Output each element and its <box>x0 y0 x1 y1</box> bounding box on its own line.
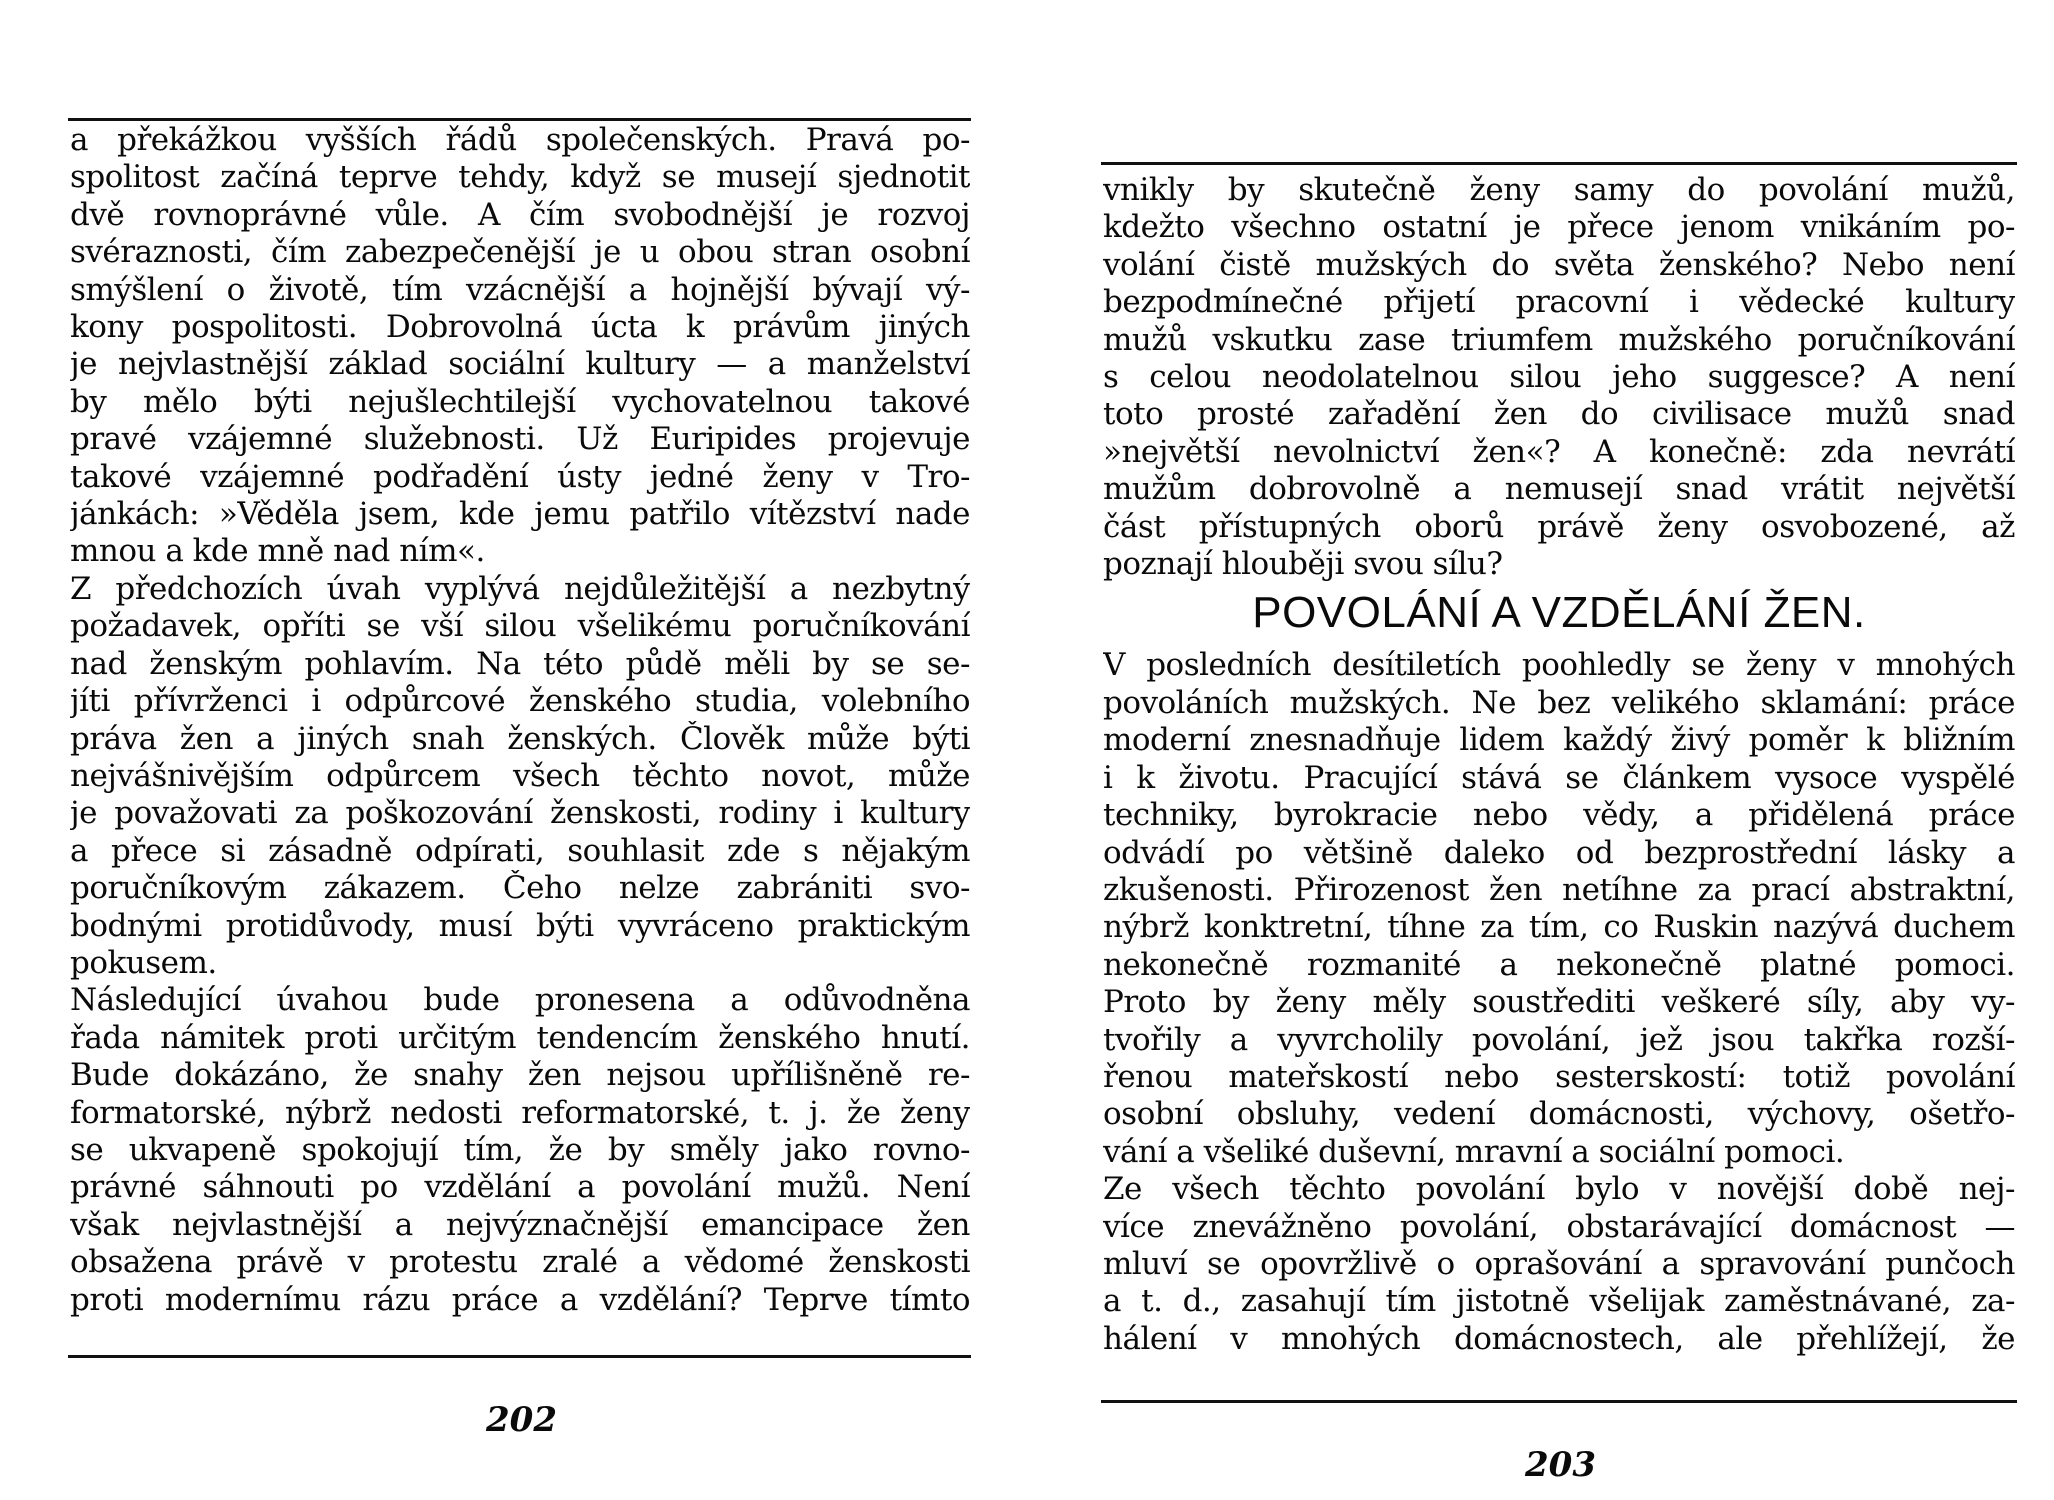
text-line: požadavek, opříti se vší silou všelikému poručníkování <box>70 608 970 645</box>
text-line: zkušenosti. Přirozenost žen netíhne za prací abstraktní, <box>1103 871 2015 908</box>
text-line: s celou neodolatelnou silou jeho suggesce? A není <box>1103 359 2015 396</box>
text-line: volání čistě mužských do světa ženského? Nebo není <box>1103 246 2015 283</box>
page-number: 202 <box>486 1400 557 1440</box>
right-text-block <box>1103 172 2015 1358</box>
text-line: pravé vzájemné služebnosti. Už Euripides projevuje <box>70 421 970 458</box>
text-line: toto prosté zařadění žen do civilisace mužů snad <box>1103 396 2015 433</box>
text-line: Následující úvahou bude pronesena a odůvodněna <box>70 982 970 1019</box>
text-line: vnikly by skutečně ženy samy do povolání mužů, <box>1103 172 2015 208</box>
text-line: řenou mateřskostí nebo sesterskostí: totiž povolání <box>1103 1058 2015 1095</box>
text-line: obsažena právě v protestu zralé a vědomé ženskosti <box>70 1244 970 1281</box>
text-line: povoláních mužských. Ne bez velikého sklamání: práce <box>1103 684 2015 721</box>
text-line: bezpodmínečné přijetí pracovní i vědecké kultury <box>1103 284 2015 321</box>
text-line: hálení v mnohých domácnostech, ale přehlížejí, že <box>1103 1320 2015 1357</box>
text-line: Z předchozích úvah vyplývá nejdůležitější a nezbytný <box>70 570 970 607</box>
top-rule <box>68 118 971 121</box>
text-line: moderní znesnadňuje lidem každý živý poměr k bližním <box>1103 722 2015 759</box>
text-line: nad ženským pohlavím. Na této půdě měli by se se- <box>70 645 970 682</box>
text-line: práva žen a jiných snah ženských. Člověk může býti <box>70 720 970 757</box>
text-line: spolitost začíná teprve tehdy, když se musejí sjednotit <box>70 159 970 196</box>
text-line: však nejvlastnější a nejvýznačnější emancipace žen <box>70 1206 970 1243</box>
text-line: se ukvapeně spokojují tím, že by směly jako rovno- <box>70 1131 970 1168</box>
text-line: Bude dokázáno, že snahy žen nejsou upřílišněně re- <box>70 1057 970 1094</box>
text-line: kony pospolitosti. Dobrovolná úcta k právům jiných <box>70 309 970 346</box>
text-line: smýšlení o životě, tím vzácnější a hojnější bývají vý- <box>70 271 970 308</box>
text-line: bodnými protidůvody, musí býti vyvráceno praktickým <box>70 907 970 944</box>
text-line: nýbrž konktretní, tíhne za tím, co Ruskin nazývá duchem <box>1103 909 2015 946</box>
text-line: Proto by ženy měly soustřediti veškeré síly, aby vy- <box>1103 984 2015 1021</box>
text-line: mužům dobrovolně a nemusejí snad vrátit největší <box>1103 471 2015 508</box>
right-page <box>1027 0 2054 1500</box>
text-line: a přece si zásadně odpírati, souhlasit zde s nějakým <box>70 832 970 869</box>
text-line: dvě rovnoprávné vůle. A čím svobodnější je rozvoj <box>70 196 970 233</box>
text-line: řada námitek proti určitým tendencím ženského hnutí. <box>70 1019 970 1056</box>
text-line: pokusem. <box>70 944 217 981</box>
text-line: proti modernímu rázu práce a vzdělání? Teprve tímto <box>70 1281 970 1318</box>
left-text-block <box>70 122 970 1319</box>
text-line: V posledních desítiletích poohledly se ženy v mnohých <box>1103 647 2015 684</box>
text-line: mluví se opovržlivě o oprašování a spravování punčoch <box>1103 1245 2015 1282</box>
text-line: mnou a kde mně nad ním«. <box>70 533 485 570</box>
text-line: nejvášnivějším odpůrcem všech těchto novot, může <box>70 757 970 794</box>
text-line: poznají hlouběji svou sílu? <box>1103 546 1503 583</box>
text-line: formatorské, nýbrž nedosti reformatorské, t. j. že ženy <box>70 1094 970 1131</box>
text-line: je považovati za poškozování ženskosti, rodiny i kultury <box>70 795 970 832</box>
text-line: jánkách: »Věděla jsem, kde jemu patřilo vítězství nade <box>70 496 970 533</box>
section-heading: POVOLÁNÍ A VZDĚLÁNÍ ŽEN. <box>1252 588 1866 638</box>
bottom-rule <box>1101 1400 2017 1403</box>
page-number: 203 <box>1525 1445 1596 1485</box>
text-line: odvádí po většině daleko od bezprostřední lásky a <box>1103 834 2015 871</box>
text-line: vání a všeliké duševní, mravní a sociální pomoci. <box>1103 1133 1845 1170</box>
bottom-rule <box>68 1355 971 1358</box>
text-line: je nejvlastnější základ sociální kultury — a manželství <box>70 346 970 383</box>
text-line: Ze všech těchto povolání bylo v novější době nej- <box>1103 1171 2015 1208</box>
text-line: by mělo býti nejušlechtilejší vychovatelnou takové <box>70 383 970 420</box>
text-line: i k životu. Pracující stává se článkem vysoce vyspělé <box>1103 759 2015 796</box>
text-line: osobní obsluhy, vedení domácnosti, výchovy, ošetřo- <box>1103 1096 2015 1133</box>
text-line: kdežto všechno ostatní je přece jenom vnikáním po- <box>1103 209 2015 246</box>
text-line: takové vzájemné podřadění ústy jedné ženy v Tro- <box>70 458 970 495</box>
text-line: poručníkovým zákazem. Čeho nelze zabrániti svo- <box>70 870 970 907</box>
top-rule <box>1101 162 2017 165</box>
text-line: jíti přívrženci i odpůrcové ženského studia, volebního <box>70 683 970 720</box>
text-line: a překážkou vyšších řádů společenských. Pravá po- <box>70 122 970 158</box>
text-line: »největší nevolnictví žen«? A konečně: zda nevrátí <box>1103 433 2015 470</box>
text-line: a t. d., zasahují tím jistotně všelijak zaměstnávané, za- <box>1103 1283 2015 1320</box>
text-line: mužů vskutku zase triumfem mužského poručníkování <box>1103 321 2015 358</box>
text-line: právné sáhnouti po vzdělání a povolání mužů. Není <box>70 1169 970 1206</box>
text-line: tvořily a vyvrcholily povolání, jež jsou takřka rozší- <box>1103 1021 2015 1058</box>
text-line: více znevážněno povolání, obstarávající domácnost — <box>1103 1208 2015 1245</box>
text-line: svéraznosti, čím zabezpečenější je u obou stran osobní <box>70 234 970 271</box>
text-line: nekonečně rozmanité a nekonečně platné pomoci. <box>1103 946 2015 983</box>
text-line: techniky, byrokracie nebo vědy, a přidělená práce <box>1103 797 2015 834</box>
text-line: část přístupných oborů právě ženy osvobozené, až <box>1103 508 2015 545</box>
